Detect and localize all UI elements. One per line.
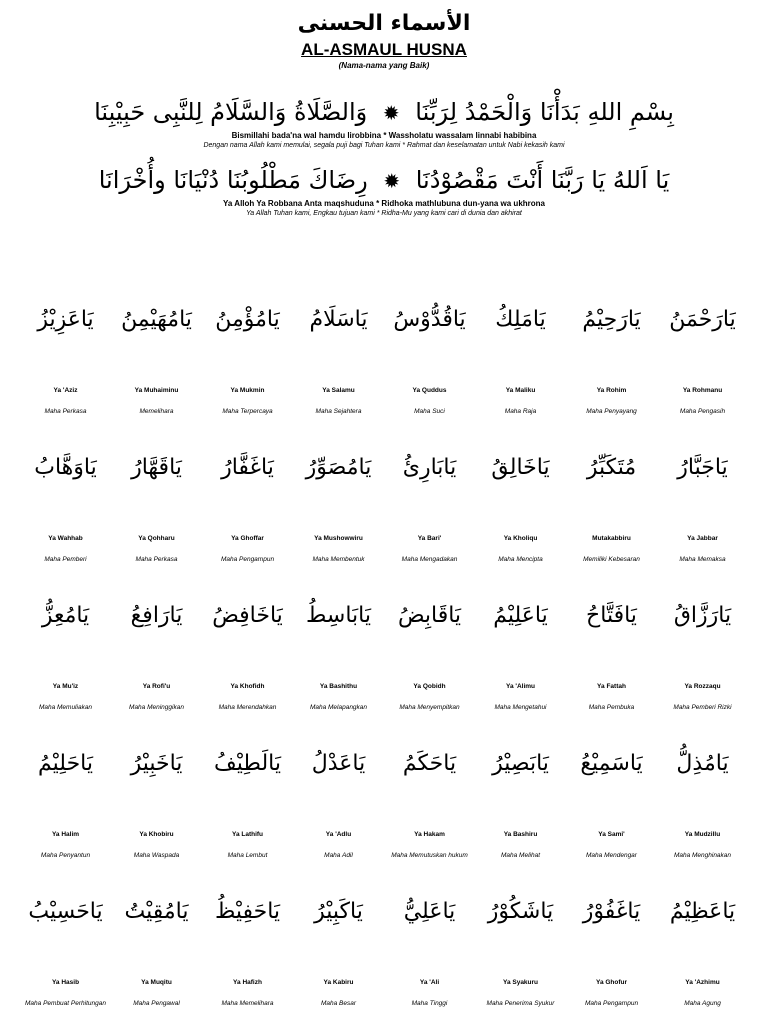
name-meaning: Maha Penyayang [586, 408, 637, 415]
name-transliteration: Ya Hafizh [233, 979, 262, 986]
name-label-cell [475, 534, 566, 565]
arabic-name: يَاغَفَّارُ [221, 455, 274, 480]
name-meaning: Maha Agung [684, 1000, 721, 1007]
name-label-cell [111, 830, 202, 861]
name-transliteration: Ya Maliku [505, 387, 536, 394]
name-label-cell [20, 978, 111, 1009]
star-icon: ✹ [383, 169, 401, 193]
latin-title: AL-ASMAUL HUSNA [301, 40, 467, 59]
star-icon: ✹ [382, 101, 400, 125]
arabic-name: يَاحَلِيْمُ [38, 751, 93, 776]
name-transliteration: Ya Salamu [322, 387, 355, 394]
names-labels-line [20, 830, 748, 861]
arabic-name: يَامُقِيْتُ [124, 899, 189, 924]
asmaul-husna-grid [20, 290, 748, 1030]
name-meaning: Maha Mendengar [586, 852, 637, 859]
name-label-cell [111, 386, 202, 417]
name-meaning: Maha Pembuka [588, 704, 635, 711]
arabic-names-line [20, 734, 748, 794]
name-meaning: Maha Memaksa [679, 556, 726, 563]
opening-prayer [0, 95, 768, 151]
second-prayer [0, 163, 768, 219]
arabic-name: يَاوَهَّابُ [34, 455, 97, 480]
name-transliteration: Ya Khofidh [230, 683, 265, 690]
name-label-cell [566, 830, 657, 861]
arabic-name: يَاخَافِضُ [212, 603, 283, 628]
name-transliteration: Ya Hakam [414, 831, 445, 838]
arabic-name: يَامُصَوِّرُ [305, 455, 372, 480]
names-labels-line [20, 534, 748, 565]
names-labels-line [20, 978, 748, 1009]
subtitle: (Nama-nama yang Baik) [338, 61, 430, 70]
arabic-name: يَاقُدُّوْسُ [393, 307, 466, 332]
name-meaning: Maha Perkasa [44, 408, 87, 415]
arabic-names-line [20, 586, 748, 646]
arabic-name: يَاخَبِيْرُ [130, 751, 183, 776]
name-transliteration: Ya Rozzaqu [684, 683, 721, 690]
name-transliteration: Ya Sami' [598, 831, 625, 838]
name-meaning: Maha Perkasa [135, 556, 178, 563]
opening-prayer-meaning: Dengan nama Allah kami memulai, segala puji bagi Tuhan kami * Rahmat dan keselamatan untuk Nabi kekasih kami [203, 142, 565, 149]
name-label-cell [202, 534, 293, 565]
arabic-name: يَاقَهَّارُ [131, 455, 182, 480]
arabic-name: يَاحَسِيْبُ [28, 899, 103, 924]
name-transliteration: Ya Quddus [412, 387, 447, 394]
name-meaning: Maha Suci [414, 408, 445, 415]
name-label-cell [566, 386, 657, 417]
names-row [20, 882, 748, 1030]
name-label-cell [384, 978, 475, 1009]
name-transliteration: Ya Jabbar [687, 535, 718, 542]
names-labels-line [20, 682, 748, 713]
name-meaning: Maha Memelihara [221, 1000, 274, 1007]
name-transliteration: Ya Lathifu [231, 831, 264, 838]
name-transliteration: Ya Bashiru [503, 831, 538, 838]
name-label-cell [293, 534, 384, 565]
name-transliteration: Ya Halim [51, 831, 80, 838]
arabic-name: يَارَحِيْمُ [582, 307, 641, 332]
name-label-cell [20, 534, 111, 565]
arabic-name: يَاعَظِيْمُ [669, 899, 736, 924]
name-transliteration: Ya Mu'iz [52, 683, 79, 690]
name-label-cell [293, 830, 384, 861]
arabic-names-line [20, 290, 748, 350]
second-prayer-arabic [0, 163, 768, 198]
name-transliteration: Ya Wahhab [48, 535, 83, 542]
name-transliteration: Ya 'Ali [419, 979, 440, 986]
name-label-cell [202, 682, 293, 713]
name-transliteration: Ya Kholiqu [503, 535, 538, 542]
name-transliteration: Ya Ghofur [595, 979, 628, 986]
arabic-name: يَاعَدْلُ [311, 751, 366, 776]
arabic-names-line [20, 882, 748, 942]
arabic-name: يَاقَابِضُ [397, 603, 462, 628]
name-transliteration: Ya Ghoffar [231, 535, 264, 542]
name-label-cell [475, 978, 566, 1009]
name-label-cell [293, 682, 384, 713]
arabic-name: يَاجَبَّارُ [677, 455, 728, 480]
second-prayer-arabic-part2: رِضَاكَ مَطْلُوبُنَا دُنْيَانَا وأُخْرَانَا [98, 166, 368, 194]
arabic-name: يَارَافِعُ [130, 603, 183, 628]
opening-prayer-transliteration: Bismillahi bada'na wal hamdu lirobbina * Wassholatu wassalam linnabi habibina [231, 131, 537, 140]
arabic-name: مُتَكَبِّرُ [586, 455, 637, 480]
name-meaning: Maha Penyantun [40, 852, 91, 859]
name-label-cell [20, 830, 111, 861]
arabic-name: يَابَصِيْرُ [492, 751, 549, 776]
name-transliteration: Ya 'Alimu [506, 683, 535, 690]
name-meaning: Maha Memuliakan [38, 704, 93, 711]
name-meaning: Maha Raja [504, 408, 537, 415]
arabic-name: يَاعَلِيُّ [403, 899, 456, 924]
arabic-name: يَاكَبِيْرُ [314, 899, 363, 924]
name-label-cell [293, 978, 384, 1009]
name-label-cell [111, 682, 202, 713]
name-label-cell [657, 682, 748, 713]
name-meaning: Maha Mencipta [498, 556, 543, 563]
name-meaning: Maha Lembut [227, 852, 268, 859]
name-label-cell [202, 830, 293, 861]
arabic-name: يَالَطِيْفُ [214, 751, 281, 776]
name-meaning: Maha Pengampun [584, 1000, 639, 1007]
arabic-title: الأسماء الحسنى [297, 11, 471, 36]
name-meaning: Memiliki Kebesaran [583, 556, 640, 563]
name-transliteration: Ya Muhaiminu [134, 387, 179, 394]
arabic-name: يَامُعِزُّ [41, 603, 90, 628]
arabic-name: يَابَارِئُ [402, 455, 457, 480]
arabic-name: يَارَحْمَنُ [669, 307, 736, 332]
second-prayer-arabic-part1: يَا اَللهُ يَا رَبَّنَا أَنْتَ مَقْصُوْدُنَا [415, 166, 670, 194]
name-transliteration: Ya Rohim [596, 387, 627, 394]
name-label-cell [566, 978, 657, 1009]
name-meaning: Maha Pengawal [133, 1000, 180, 1007]
arabic-name: يَاعَلِيْمُ [493, 603, 548, 628]
name-label-cell [111, 534, 202, 565]
name-label-cell [111, 978, 202, 1009]
name-transliteration: Ya Qobidh [413, 683, 446, 690]
name-transliteration: Ya 'Azhimu [685, 979, 720, 986]
name-transliteration: Ya Bashithu [319, 683, 358, 690]
arabic-name: يَاحَفِيْظُ [214, 899, 281, 924]
name-transliteration: Ya Syakuru [502, 979, 539, 986]
name-meaning: Maha Meninggikan [129, 704, 184, 711]
name-meaning: Maha Menghinakan [673, 852, 732, 859]
arabic-name: يَاعَزِيْزُ [37, 307, 94, 332]
name-transliteration: Ya Rohmanu [682, 387, 723, 394]
name-meaning: Memelihara [139, 408, 174, 415]
name-transliteration: Ya Rofi'u [142, 683, 171, 690]
name-meaning: Maha Membentuk [312, 556, 365, 563]
name-meaning: Maha Penerima Syukur [486, 1000, 555, 1007]
opening-prayer-arabic-part2: وَالصَّلَاةُ وَالسَّلَامُ لِلنَّبِى حَبِيْبِنَا [94, 98, 368, 126]
arabic-name: يَامَلِكُ [495, 307, 546, 332]
name-meaning: Maha Melapangkan [309, 704, 368, 711]
name-label-cell [384, 830, 475, 861]
name-transliteration: Ya Mudzillu [684, 831, 721, 838]
names-row [20, 438, 748, 586]
name-transliteration: Ya Hasib [51, 979, 80, 986]
name-meaning: Maha Pengampun [220, 556, 275, 563]
second-prayer-meaning: Ya Allah Tuhan kami, Engkau tujuan kami * Ridha-Mu yang kami cari di dunia dan akhirat [246, 210, 522, 217]
name-transliteration: Ya Fattah [597, 683, 626, 690]
name-meaning: Maha Menyempitkan [399, 704, 460, 711]
arabic-name: يَاحَكَمُ [402, 751, 457, 776]
arabic-name: يَامُذِلُّ [676, 751, 729, 776]
name-transliteration: Ya Khobiru [139, 831, 174, 838]
name-label-cell [384, 682, 475, 713]
name-label-cell [384, 534, 475, 565]
name-transliteration: Ya Bari' [417, 535, 442, 542]
arabic-name: يَارَزَّاقُ [673, 603, 732, 628]
opening-prayer-arabic-part1: بِسْمِ اللهِ بَدَأْنَا وَالْحَمْدُ لِرَبِّنَا [415, 98, 674, 126]
name-meaning: Maha Melihat [500, 852, 541, 859]
name-transliteration: Ya Mushowwiru [314, 535, 363, 542]
name-transliteration: Ya Mukmin [230, 387, 265, 394]
name-label-cell [293, 386, 384, 417]
arabic-name: يَاخَالِقُ [491, 455, 550, 480]
name-label-cell [657, 534, 748, 565]
name-label-cell [475, 386, 566, 417]
name-transliteration: Ya Muqitu [141, 979, 172, 986]
name-label-cell [566, 534, 657, 565]
arabic-name: يَاغَفُوْرُ [582, 899, 641, 924]
name-meaning: Maha Besar [320, 1000, 357, 1007]
name-label-cell [657, 978, 748, 1009]
name-label-cell [657, 830, 748, 861]
arabic-name: يَابَاسِطُ [306, 603, 371, 628]
arabic-name: يَاشَكُوْرُ [487, 899, 554, 924]
name-meaning: Maha Adil [324, 852, 353, 859]
name-meaning: Maha Pengasih [679, 408, 726, 415]
name-label-cell [202, 978, 293, 1009]
second-prayer-transliteration: Ya Alloh Ya Robbana Anta maqshuduna * Ridhoka mathlubuna dun-yana wa ukhrona [223, 199, 545, 208]
name-label-cell [20, 682, 111, 713]
name-transliteration: Ya Qohharu [138, 535, 175, 542]
name-meaning: Maha Pemberi Rizki [673, 704, 732, 711]
name-meaning: Maha Sejahtera [315, 408, 362, 415]
name-transliteration: Ya Kabiru [323, 979, 354, 986]
name-meaning: Maha Terpercaya [222, 408, 273, 415]
name-meaning: Maha Memutuskan hukum [391, 852, 468, 859]
name-meaning: Maha Merendahkan [218, 704, 277, 711]
name-label-cell [202, 386, 293, 417]
name-label-cell [566, 682, 657, 713]
name-transliteration: Ya 'Adlu [325, 831, 352, 838]
arabic-name: يَافَتَّاحُ [586, 603, 637, 628]
document-header [0, 10, 768, 71]
arabic-name: يَامُهَيْمِنُ [121, 307, 192, 332]
name-label-cell [475, 830, 566, 861]
arabic-names-line [20, 438, 748, 498]
name-label-cell [384, 386, 475, 417]
name-label-cell [657, 386, 748, 417]
arabic-name: يَامُؤْمِنُ [215, 307, 280, 332]
name-meaning: Maha Mengadakan [401, 556, 458, 563]
names-row [20, 734, 748, 882]
arabic-name: يَاسَلَامُ [309, 307, 368, 332]
names-labels-line [20, 386, 748, 417]
name-label-cell [475, 682, 566, 713]
name-transliteration: Mutakabbiru [592, 535, 631, 542]
name-transliteration: Ya 'Aziz [53, 387, 78, 394]
name-label-cell [20, 386, 111, 417]
name-meaning: Maha Pembuat Perhitungan [25, 1000, 106, 1007]
names-row [20, 290, 748, 438]
names-row [20, 586, 748, 734]
name-meaning: Maha Mengetahui [494, 704, 547, 711]
name-meaning: Maha Pemberi [44, 556, 87, 563]
arabic-name: يَاسَمِيْعُ [580, 751, 643, 776]
name-meaning: Maha Tinggi [411, 1000, 448, 1007]
opening-prayer-arabic [0, 95, 768, 130]
name-meaning: Maha Waspada [133, 852, 180, 859]
